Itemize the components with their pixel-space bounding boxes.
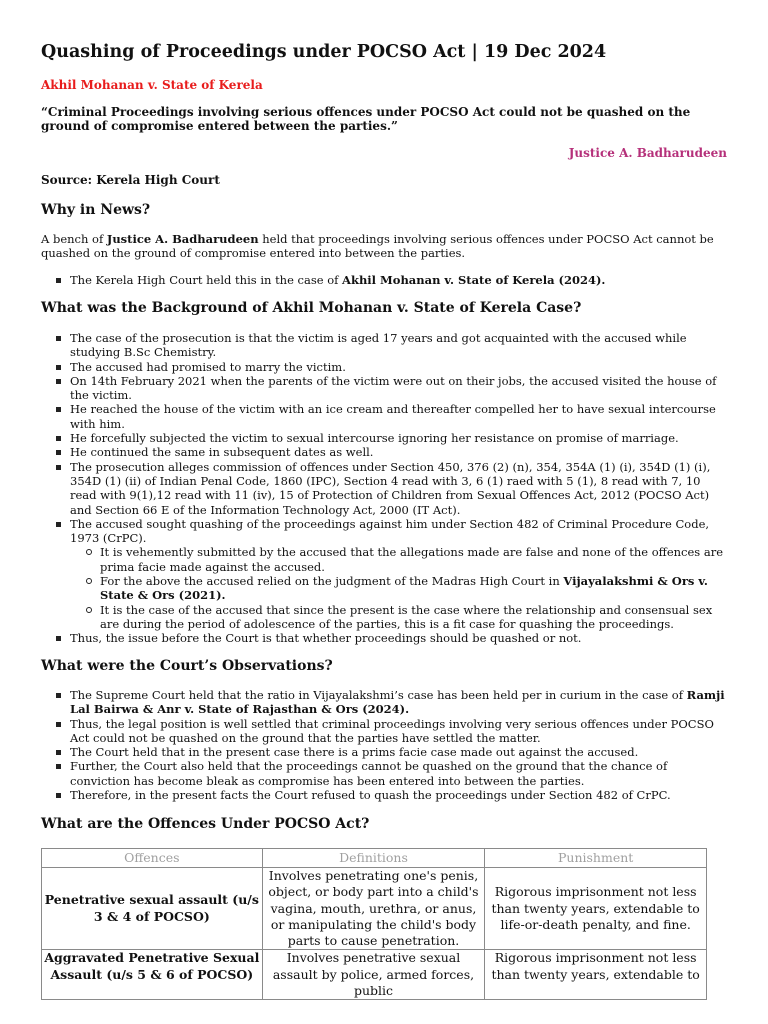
list-item: Further, the Court also held that the proceedings cannot be quashed on the ground that the chance of conviction has become bleak as compromise has been entered into between the parties.	[70, 759, 727, 788]
page-title: Quashing of Proceedings under POCSO Act | 19 Dec 2024	[41, 42, 607, 62]
list-item: The Court held that in the present case there is a prims facie case made out against the accused.	[70, 745, 727, 759]
list-item-bold-case: Ramji Lal Bairwa & Anr v. State of Rajasthan & Ors (2024).	[70, 688, 725, 717]
justice-attribution: Justice A. Badharudeen	[568, 146, 727, 160]
definition-cell: Involves penetrative sexual assault by police, armed forces, public	[262, 950, 485, 1000]
case-name: Akhil Mohanan v. State of Kerela	[41, 78, 263, 92]
sub-list-item: It is the case of the accused that since the present is the case where the relationship and consensual sex are during the period of adolescence of the parties, this is a fit case for quashing the proceedings.	[100, 603, 727, 632]
background-list	[41, 331, 727, 646]
table-header-row	[42, 849, 707, 868]
list-item	[70, 517, 727, 631]
offence-cell: Penetrative sexual assault (u/s 3 & 4 of POCSO)	[42, 868, 263, 950]
definition-cell: Involves penetrating one's penis, object, or body part into a child's vagina, mouth, urethra, or anus, or manipulating the child's body parts to cause penetration.	[262, 868, 485, 950]
bullet-text: The Kerela High Court held this in the case of	[70, 273, 343, 287]
list-item: He continued the same in subsequent dates as well.	[70, 445, 727, 459]
bullet-bold-case: Akhil Mohanan v. State of Kerela (2024).	[342, 273, 606, 287]
list-item: Thus, the issue before the Court is that whether proceedings should be quashed or not.	[70, 631, 727, 645]
list-item: The prosecution alleges commission of offences under Section 450, 376 (2) (n), 354, 354A (1) (i), 354D (1) (i), 354D (1) (ii) of Indian Penal Code, 1860 (IPC), Section 4 read with 3, 6 (1) raed with 5 (1), 8 read with 7, 10 read with 9(1),12 read with 11 (iv), 15 of Protection of Children from Sexual Offences Act, 2012 (POCSO Act) and Section 66 E of the Information Technology Act, 2000 (IT Act).	[70, 460, 727, 517]
why-in-news-list	[41, 273, 727, 287]
offences-table	[41, 848, 707, 1000]
list-item	[70, 273, 727, 287]
list-item	[70, 688, 727, 717]
punishment-cell: Rigorous imprisonment not less than twenty years, extendable to	[485, 950, 707, 1000]
list-item: He forcefully subjected the victim to sexual intercourse ignoring her resistance on promise of marriage.	[70, 431, 727, 445]
heading-background: What was the Background of Akhil Mohanan v. State of Kerela Case?	[41, 300, 582, 316]
para-bold-justice: Justice A. Badharudeen	[106, 232, 259, 246]
quote: “Criminal Proceedings involving serious offences under POCSO Act could not be quashed on the ground of compromise entered between the parties.”	[41, 105, 691, 133]
table-row	[42, 950, 707, 1000]
column-header-definitions: Definitions	[262, 849, 485, 868]
heading-why-in-news: Why in News?	[41, 202, 151, 218]
punishment-cell: Rigorous imprisonment not less than twenty years, extendable to life-or-death penalty, and fine.	[485, 868, 707, 950]
offence-cell: Aggravated Penetrative Sexual Assault (u/s 5 & 6 of POCSO)	[42, 950, 263, 1000]
list-item: He reached the house of the victim with an ice cream and thereafter compelled her to have sexual intercourse with him.	[70, 402, 727, 431]
background-sublist	[70, 545, 727, 631]
list-item: The accused had promised to marry the victim.	[70, 360, 727, 374]
list-item: On 14th February 2021 when the parents of the victim were out on their jobs, the accused visited the house of the victim.	[70, 374, 727, 403]
sub-list-item	[100, 574, 727, 603]
sub-list-item: It is vehemently submitted by the accused that the allegations made are false and none of the offences are prima facie made against the accused.	[100, 545, 727, 574]
observations-list	[41, 688, 727, 802]
list-item: The case of the prosecution is that the victim is aged 17 years and got acquainted with the accused while studying B.Sc Chemistry.	[70, 331, 727, 360]
heading-observations: What were the Court’s Observations?	[41, 658, 333, 674]
list-item-text: The Supreme Court held that the ratio in Vijayalakshmi’s case has been held per in curium in the case of	[70, 688, 687, 702]
heading-offences: What are the Offences Under POCSO Act?	[41, 816, 370, 832]
source-line: Source: Kerela High Court	[41, 173, 220, 187]
table-row	[42, 868, 707, 950]
why-in-news-paragraph	[41, 233, 727, 260]
para-text: held that proceedings involving serious offences under POCSO Act cannot be quashed on the ground of compromise entered into between the parties.	[41, 232, 714, 260]
list-item: Thus, the legal position is well settled that criminal proceedings involving very serious offences under POCSO Act could not be quashed on the ground that the parties have settled the matter.	[70, 717, 727, 746]
column-header-offences: Offences	[42, 849, 263, 868]
sub-item-bold-case: Vijayalakshmi & Ors v. State & Ors (2021).	[100, 574, 708, 603]
para-text: A bench of	[41, 232, 107, 246]
list-item-text: The accused sought quashing of the proceedings against him under Section 482 of Criminal Procedure Code, 1973 (CrPC).	[70, 516, 710, 546]
sub-item-text: For the above the accused relied on the judgment of the Madras High Court in	[100, 574, 564, 589]
list-item: Therefore, in the present facts the Court refused to quash the proceedings under Section 482 of CrPC.	[70, 788, 727, 802]
column-header-punishment: Punishment	[485, 849, 707, 868]
